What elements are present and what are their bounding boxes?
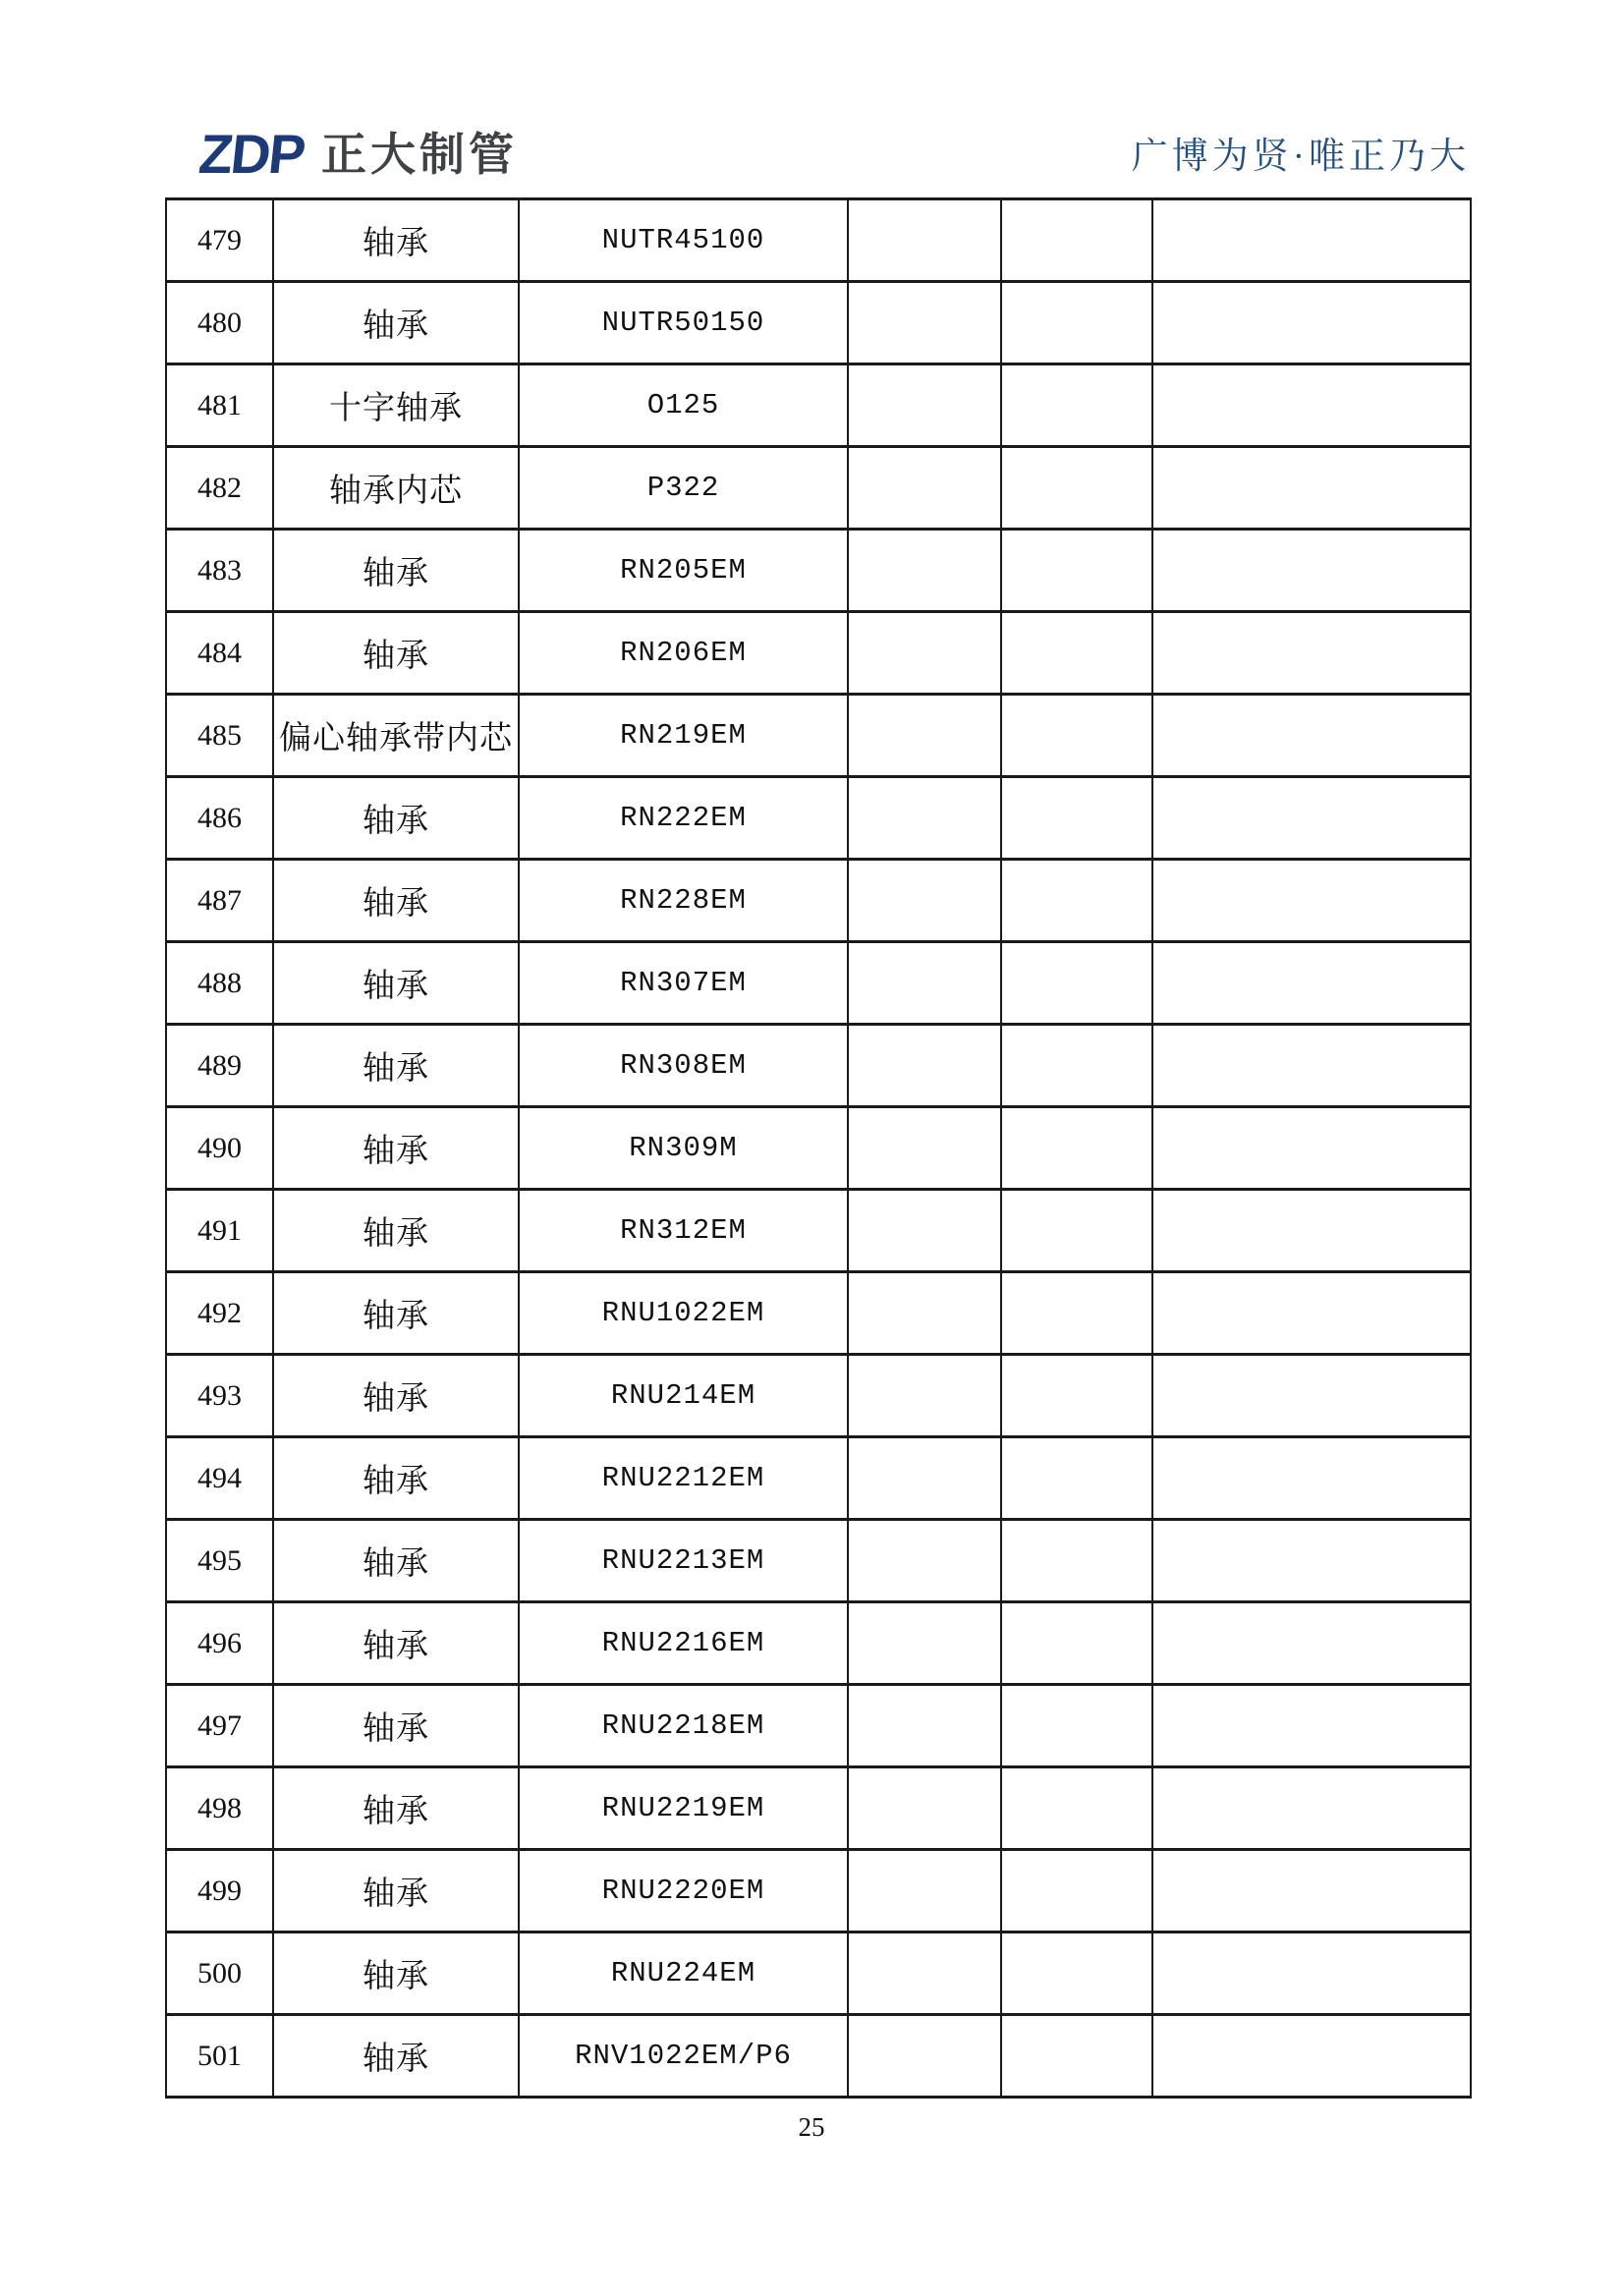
part-name-cell: 轴承 [273, 1685, 519, 1767]
table-row [166, 1190, 1471, 1272]
empty-cell [1152, 1932, 1471, 2015]
empty-cell [1001, 1355, 1152, 1437]
row-index-cell: 486 [166, 777, 273, 860]
empty-cell [848, 1025, 1001, 1107]
table-row [166, 1602, 1471, 1685]
part-name-cell: 轴承 [273, 1602, 519, 1685]
part-name-cell: 轴承 [273, 1767, 519, 1850]
part-name-cell: 轴承 [273, 1437, 519, 1520]
empty-cell [1001, 612, 1152, 695]
table-row [166, 612, 1471, 695]
empty-cell [1001, 1767, 1152, 1850]
empty-cell [1152, 1602, 1471, 1685]
row-index-cell: 480 [166, 282, 273, 364]
empty-cell [1152, 1272, 1471, 1355]
row-index-cell: 501 [166, 2015, 273, 2098]
table-row [166, 695, 1471, 777]
part-name-cell: 偏心轴承带内芯 [273, 695, 519, 777]
empty-cell [1152, 530, 1471, 612]
empty-cell [1001, 1025, 1152, 1107]
table-row [166, 860, 1471, 942]
empty-cell [848, 447, 1001, 530]
row-index-cell: 497 [166, 1685, 273, 1767]
empty-cell [1152, 199, 1471, 282]
empty-cell [848, 1932, 1001, 2015]
table-row [166, 1437, 1471, 1520]
empty-cell [1001, 860, 1152, 942]
part-name-cell: 轴承 [273, 1025, 519, 1107]
table-row [166, 1850, 1471, 1932]
part-name-cell: 轴承 [273, 1932, 519, 2015]
empty-cell [1001, 199, 1152, 282]
empty-cell [1001, 1437, 1152, 1520]
empty-cell [1001, 364, 1152, 447]
empty-cell [1152, 364, 1471, 447]
part-name-cell: 轴承 [273, 860, 519, 942]
table-row [166, 1520, 1471, 1602]
empty-cell [1152, 1437, 1471, 1520]
table-row [166, 1107, 1471, 1190]
empty-cell [1001, 282, 1152, 364]
row-index-cell: 496 [166, 1602, 273, 1685]
part-name-cell: 轴承 [273, 777, 519, 860]
row-index-cell: 488 [166, 942, 273, 1025]
table-row [166, 1025, 1471, 1107]
part-name-cell: 轴承 [273, 942, 519, 1025]
table-row [166, 364, 1471, 447]
row-index-cell: 495 [166, 1520, 273, 1602]
empty-cell [1001, 1932, 1152, 2015]
table-row [166, 282, 1471, 364]
page-header-logo [196, 120, 518, 189]
zdp-logo: ZDP [196, 123, 308, 185]
company-name: 正大制管 [321, 129, 518, 180]
empty-cell [848, 1355, 1001, 1437]
empty-cell [1152, 695, 1471, 777]
part-model-cell: RNU2220EM [519, 1850, 848, 1932]
empty-cell [1152, 860, 1471, 942]
part-name-cell: 轴承 [273, 1520, 519, 1602]
empty-cell [848, 1685, 1001, 1767]
table-row [166, 1685, 1471, 1767]
part-model-cell: RN312EM [519, 1190, 848, 1272]
part-model-cell: RN205EM [519, 530, 848, 612]
page-number: 25 [798, 2112, 825, 2142]
empty-cell [1001, 1850, 1152, 1932]
empty-cell [848, 1767, 1001, 1850]
part-model-cell: NUTR50150 [519, 282, 848, 364]
part-model-cell: RNU2218EM [519, 1685, 848, 1767]
empty-cell [1001, 447, 1152, 530]
empty-cell [1152, 1107, 1471, 1190]
parts-table [165, 197, 1472, 2099]
part-name-cell: 轴承 [273, 2015, 519, 2098]
empty-cell [1001, 777, 1152, 860]
row-index-cell: 500 [166, 1932, 273, 2015]
table-row [166, 1355, 1471, 1437]
row-index-cell: 492 [166, 1272, 273, 1355]
empty-cell [1001, 1685, 1152, 1767]
part-model-cell: RNU2212EM [519, 1437, 848, 1520]
empty-cell [1152, 2015, 1471, 2098]
empty-cell [1001, 530, 1152, 612]
part-model-cell: NUTR45100 [519, 199, 848, 282]
table-row [166, 2015, 1471, 2098]
part-model-cell: RN309M [519, 1107, 848, 1190]
part-name-cell: 轴承 [273, 1107, 519, 1190]
empty-cell [848, 364, 1001, 447]
row-index-cell: 499 [166, 1850, 273, 1932]
empty-cell [848, 1190, 1001, 1272]
empty-cell [848, 282, 1001, 364]
row-index-cell: 483 [166, 530, 273, 612]
empty-cell [1152, 1520, 1471, 1602]
row-index-cell: 485 [166, 695, 273, 777]
row-index-cell: 494 [166, 1437, 273, 1520]
table-row [166, 530, 1471, 612]
table-row [166, 447, 1471, 530]
table-row [166, 1932, 1471, 2015]
empty-cell [1152, 282, 1471, 364]
table-row [166, 777, 1471, 860]
empty-cell [848, 860, 1001, 942]
empty-cell [848, 1602, 1001, 1685]
part-model-cell: RN219EM [519, 695, 848, 777]
empty-cell [1001, 695, 1152, 777]
empty-cell [848, 612, 1001, 695]
parts-table-body [166, 199, 1471, 2098]
table-row [166, 942, 1471, 1025]
empty-cell [1152, 612, 1471, 695]
empty-cell [1001, 1107, 1152, 1190]
table-row [166, 199, 1471, 282]
part-model-cell: RNU1022EM [519, 1272, 848, 1355]
empty-cell [848, 1850, 1001, 1932]
row-index-cell: 484 [166, 612, 273, 695]
empty-cell [848, 530, 1001, 612]
part-model-cell: O125 [519, 364, 848, 447]
empty-cell [848, 1272, 1001, 1355]
empty-cell [1001, 942, 1152, 1025]
empty-cell [1001, 1602, 1152, 1685]
empty-cell [1152, 1355, 1471, 1437]
part-name-cell: 轴承 [273, 1272, 519, 1355]
empty-cell [1152, 1767, 1471, 1850]
part-model-cell: RNU224EM [519, 1932, 848, 2015]
row-index-cell: 489 [166, 1025, 273, 1107]
part-name-cell: 十字轴承 [273, 364, 519, 447]
empty-cell [848, 942, 1001, 1025]
part-model-cell: RNU2216EM [519, 1602, 848, 1685]
part-model-cell: RNV1022EM/P6 [519, 2015, 848, 2098]
empty-cell [848, 199, 1001, 282]
part-name-cell: 轴承 [273, 530, 519, 612]
part-model-cell: RNU214EM [519, 1355, 848, 1437]
table-row [166, 1767, 1471, 1850]
row-index-cell: 490 [166, 1107, 273, 1190]
empty-cell [1001, 1190, 1152, 1272]
empty-cell [1152, 942, 1471, 1025]
part-name-cell: 轴承 [273, 612, 519, 695]
empty-cell [1152, 777, 1471, 860]
part-model-cell: RN307EM [519, 942, 848, 1025]
table-row [166, 1272, 1471, 1355]
row-index-cell: 482 [166, 447, 273, 530]
part-model-cell: RNU2213EM [519, 1520, 848, 1602]
row-index-cell: 479 [166, 199, 273, 282]
empty-cell [848, 1520, 1001, 1602]
part-model-cell: RN308EM [519, 1025, 848, 1107]
part-name-cell: 轴承 [273, 199, 519, 282]
empty-cell [848, 777, 1001, 860]
part-model-cell: RN228EM [519, 860, 848, 942]
company-slogan: 广博为贤·唯正乃大 [1131, 137, 1470, 177]
part-name-cell: 轴承 [273, 1190, 519, 1272]
part-model-cell: P322 [519, 447, 848, 530]
part-name-cell: 轴承 [273, 1850, 519, 1932]
empty-cell [1152, 1685, 1471, 1767]
empty-cell [1152, 1025, 1471, 1107]
empty-cell [848, 2015, 1001, 2098]
part-model-cell: RN222EM [519, 777, 848, 860]
empty-cell [1001, 1272, 1152, 1355]
empty-cell [1152, 1850, 1471, 1932]
row-index-cell: 491 [166, 1190, 273, 1272]
empty-cell [1152, 447, 1471, 530]
part-name-cell: 轴承 [273, 1355, 519, 1437]
empty-cell [1152, 1190, 1471, 1272]
empty-cell [1001, 1520, 1152, 1602]
row-index-cell: 493 [166, 1355, 273, 1437]
row-index-cell: 481 [166, 364, 273, 447]
part-name-cell: 轴承内芯 [273, 447, 519, 530]
part-name-cell: 轴承 [273, 282, 519, 364]
empty-cell [1001, 2015, 1152, 2098]
empty-cell [848, 695, 1001, 777]
empty-cell [848, 1437, 1001, 1520]
row-index-cell: 498 [166, 1767, 273, 1850]
part-model-cell: RN206EM [519, 612, 848, 695]
part-model-cell: RNU2219EM [519, 1767, 848, 1850]
empty-cell [848, 1107, 1001, 1190]
row-index-cell: 487 [166, 860, 273, 942]
